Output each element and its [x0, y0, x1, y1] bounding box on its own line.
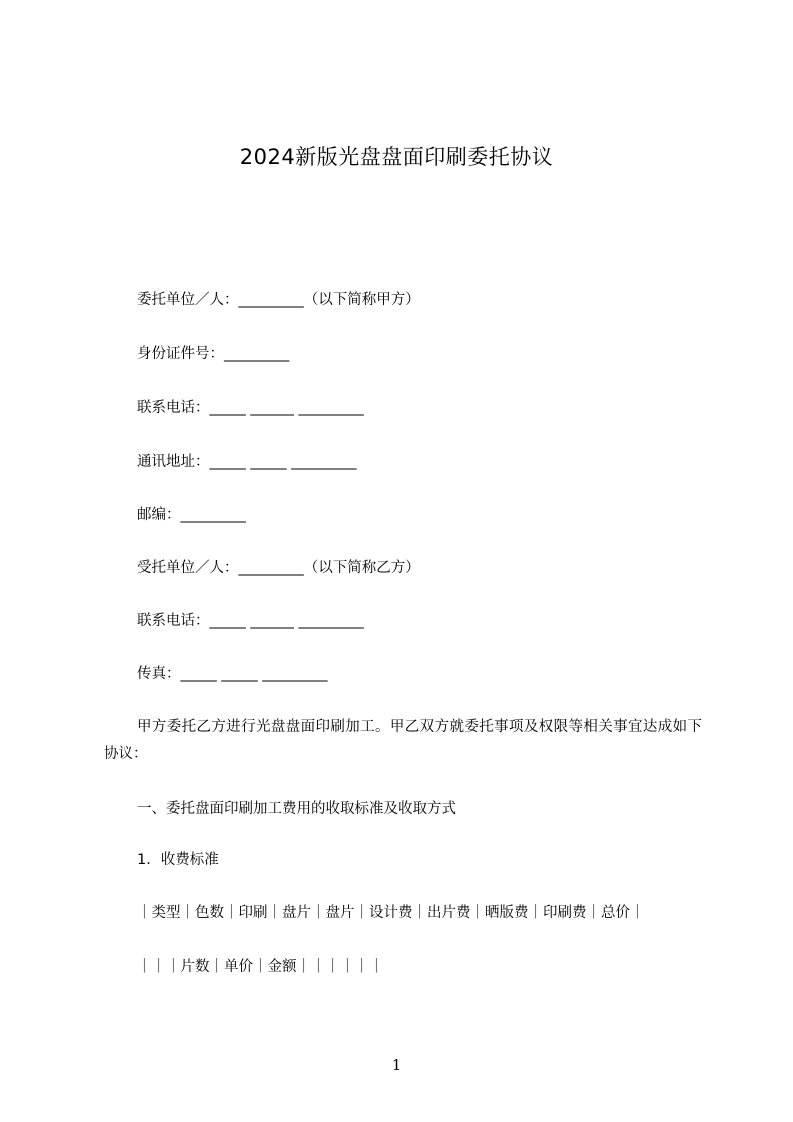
client-phone-field: 联系电话：_____ ______ _________ — [137, 400, 364, 416]
postcode-field: 邮编：_________ — [137, 507, 246, 523]
fax-field: 传真：_____ _____ _________ — [137, 666, 328, 682]
subsection-heading: 1．收费标准 — [137, 852, 219, 868]
document-title: 2024新版光盘盘面印刷委托协议 — [239, 145, 554, 169]
page-number: 1 — [391, 1056, 402, 1074]
id-number-field: 身份证件号：_________ — [137, 346, 290, 362]
client-field: 委托单位／人：_________（以下简称甲方） — [137, 292, 420, 308]
contractor-phone-field: 联系电话：_____ ______ _________ — [137, 613, 364, 629]
intro-paragraph: 甲方委托乙方进行光盘盘面印刷加工。甲乙双方就委托事项及权限等相关事宜达成如下协议： — [104, 719, 702, 762]
section-heading: 一、委托盘面印刷加工费用的收取标准及收取方式 — [137, 801, 456, 817]
fee-table-row: ｜｜｜片数｜单价｜金额｜｜｜｜｜｜ — [137, 959, 384, 975]
fee-table-row: ｜类型｜色数｜印刷｜盘片｜盘片｜设计费｜出片费｜晒版费｜印刷费｜总价｜ — [137, 905, 645, 921]
address-field: 通讯地址：_____ _____ _________ — [137, 454, 357, 470]
contractor-field: 受托单位／人：_________（以下简称乙方） — [137, 560, 420, 576]
